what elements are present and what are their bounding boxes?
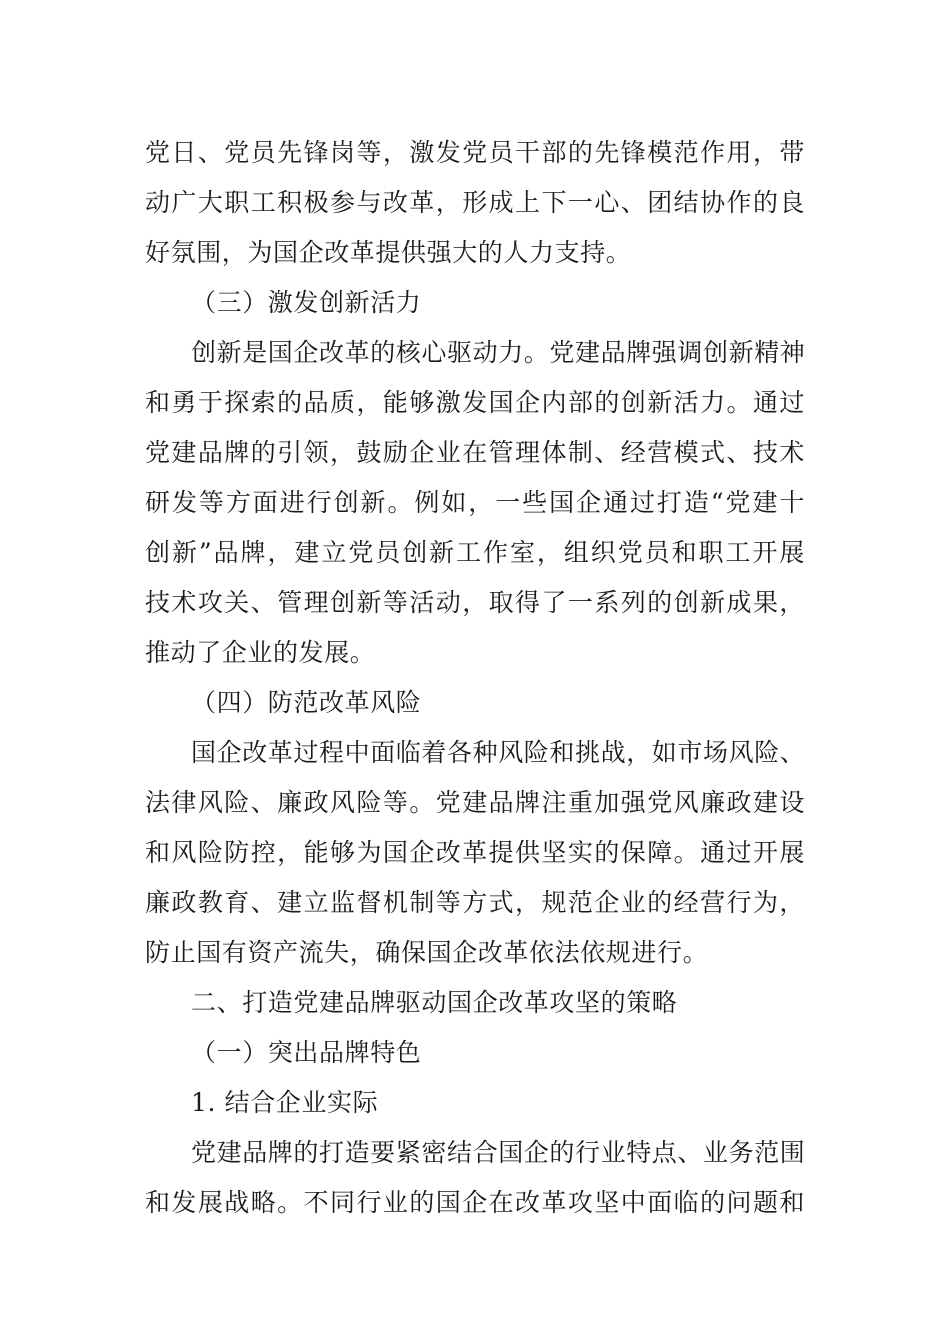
paragraph-line: 好氛围，为国企改革提供强大的人力支持。 [145, 238, 632, 267]
subsection-heading-1: 1. 结合企业实际 [191, 1088, 379, 1117]
paragraph-line: 廉政教育、建立监督机制等方式，规范企业的经营行为， [145, 888, 805, 917]
paragraph-line: 创新”品牌，建立党员创新工作室，组织党员和职工开展 [145, 538, 805, 567]
chapter-heading-2: 二、打造党建品牌驱动国企改革攻坚的策略 [191, 988, 678, 1017]
section-heading-1: （一）突出品牌特色 [191, 1038, 422, 1067]
paragraph-line: 党建品牌的引领，鼓励企业在管理体制、经营模式、技术 [145, 438, 805, 467]
paragraph-line: 和勇于探索的品质，能够激发国企内部的创新活力。通过 [145, 388, 805, 417]
paragraph-line: 和发展战略。不同行业的国企在改革攻坚中面临的问题和 [145, 1188, 805, 1217]
document-body [145, 128, 805, 1228]
paragraph-line: 推动了企业的发展。 [145, 638, 376, 667]
paragraph-line: 法律风险、廉政风险等。党建品牌注重加强党风廉政建设 [145, 788, 805, 817]
paragraph-line: 创新是国企改革的核心驱动力。党建品牌强调创新精神 [191, 338, 806, 367]
paragraph-line: 和风险防控，能够为国企改革提供坚实的保障。通过开展 [145, 838, 805, 867]
section-heading-3: （三）激发创新活力 [191, 288, 422, 317]
paragraph-line: 党建品牌的打造要紧密结合国企的行业特点、业务范围 [191, 1138, 806, 1167]
paragraph-line: 动广大职工积极参与改革，形成上下一心、团结协作的良 [145, 188, 805, 217]
section-heading-4: （四）防范改革风险 [191, 688, 422, 717]
paragraph-line: 党日、党员先锋岗等，激发党员干部的先锋模范作用，带 [145, 138, 805, 167]
paragraph-line: 防止国有资产流失，确保国企改革依法依规进行。 [145, 938, 709, 967]
paragraph-line: 国企改革过程中面临着各种风险和挑战，如市场风险、 [191, 738, 806, 767]
paragraph-line: 技术攻关、管理创新等活动，取得了一系列的创新成果， [145, 588, 805, 617]
paragraph-line: 研发等方面进行创新。例如，一些国企通过打造“党建十 [145, 488, 805, 517]
